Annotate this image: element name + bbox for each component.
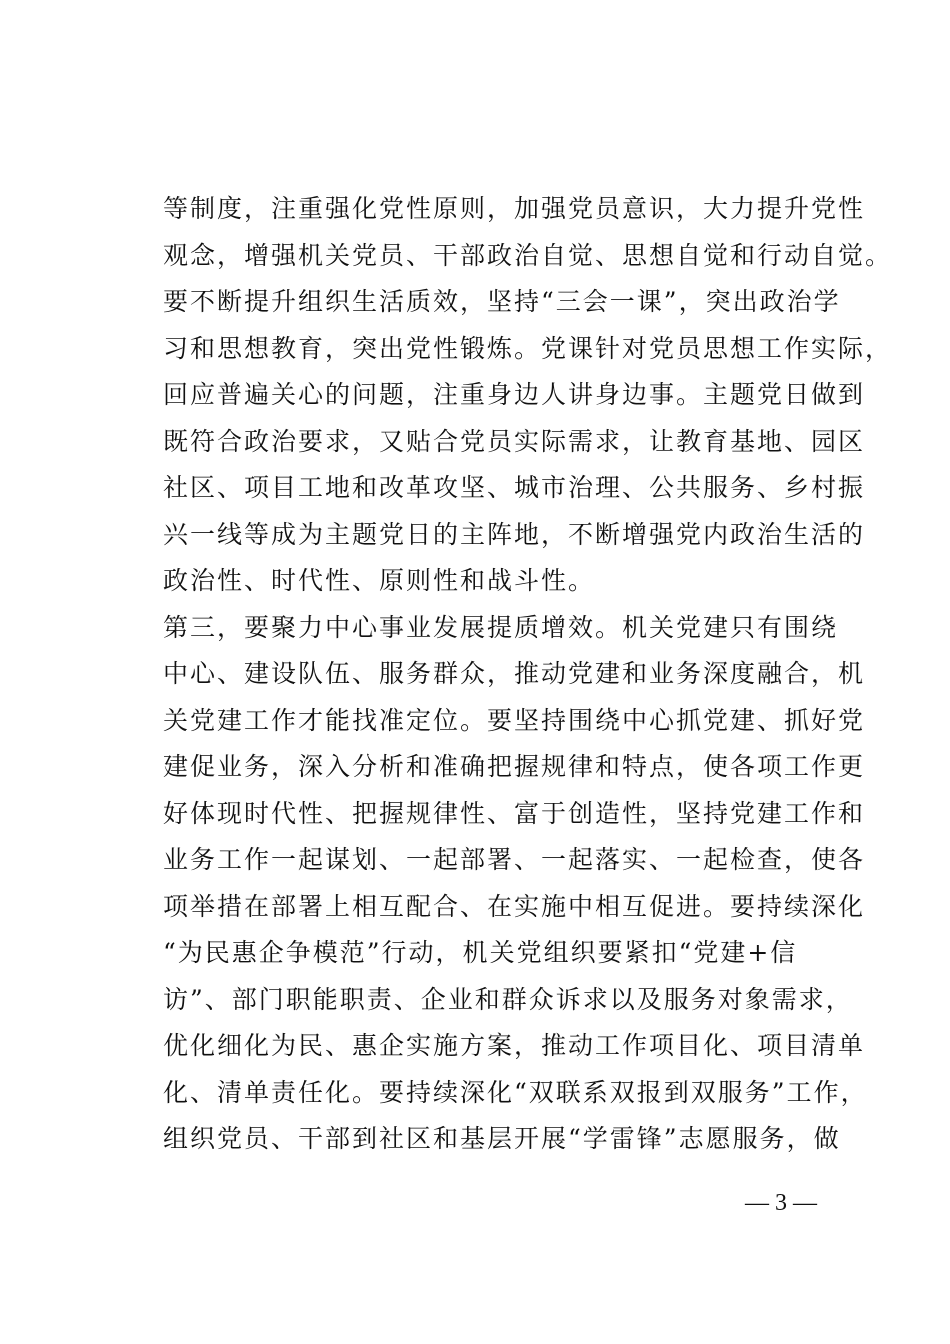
text-line: 建促业务，深入分析和准确把握规律和特点，使各项工作更 (163, 752, 866, 781)
text-line: 中心、建设队伍、服务群众，推动党建和业务深度融合，机 (163, 659, 866, 688)
text-line: 项举措在部署上相互配合、在实施中相互促进。要持续深化 (163, 891, 866, 921)
text-line: 关党建工作才能找准定位。要坚持围绕中心抓党建、抓好党 (163, 705, 866, 735)
text-line: 兴一线等成为主题党日的主阵地，不断增强党内政治生活的 (163, 519, 866, 549)
text-line: 习和思想教育，突出党性锻炼。党课针对党员思想工作实际， (163, 333, 893, 363)
text-line: 优化细化为民、惠企实施方案，推动工作项目化、项目清单 (163, 1031, 866, 1060)
text-line: 回应普遍关心的问题，注重身边人讲身边事。主题党日做到 (163, 380, 866, 409)
text-line: 既符合政治要求，又贴合党员实际需求，让教育基地、园区 (163, 426, 866, 456)
page-number: — 3 — (745, 1190, 817, 1216)
text-line: 化、清单责任化。要持续深化“双联系双报到双服务”工作， (163, 1077, 868, 1107)
text-line: 好体现时代性、把握规律性、富于创造性，坚持党建工作和 (163, 798, 866, 828)
text-line: 要不断提升组织生活质效，坚持“三会一课”，突出政治学 (163, 287, 841, 316)
text-line: 社区、项目工地和改革攻坚、城市治理、公共服务、乡村振 (163, 473, 866, 502)
text-line: 政治性、时代性、原则性和战斗性。 (163, 566, 596, 595)
text-line: 访”、部门职能职责、企业和群众诉求以及服务对象需求， (163, 984, 853, 1014)
text-line: 观念，增强机关党员、干部政治自觉、思想自觉和行动自觉。 (163, 240, 893, 270)
text-line: “为民惠企争模范”行动，机关党组织要紧扣“党建+信 (163, 938, 798, 967)
text-line: 组织党员、干部到社区和基层开展“学雷锋”志愿服务，做 (163, 1124, 841, 1153)
text-line: 等制度，注重强化党性原则，加强党员意识，大力提升党性 (163, 194, 866, 223)
text-line: 业务工作一起谋划、一起部署、一起落实、一起检查，使各 (163, 845, 866, 874)
body-text (163, 186, 893, 1163)
text-line: 第三，要聚力中心事业发展提质增效。机关党建只有围绕 (163, 612, 839, 642)
